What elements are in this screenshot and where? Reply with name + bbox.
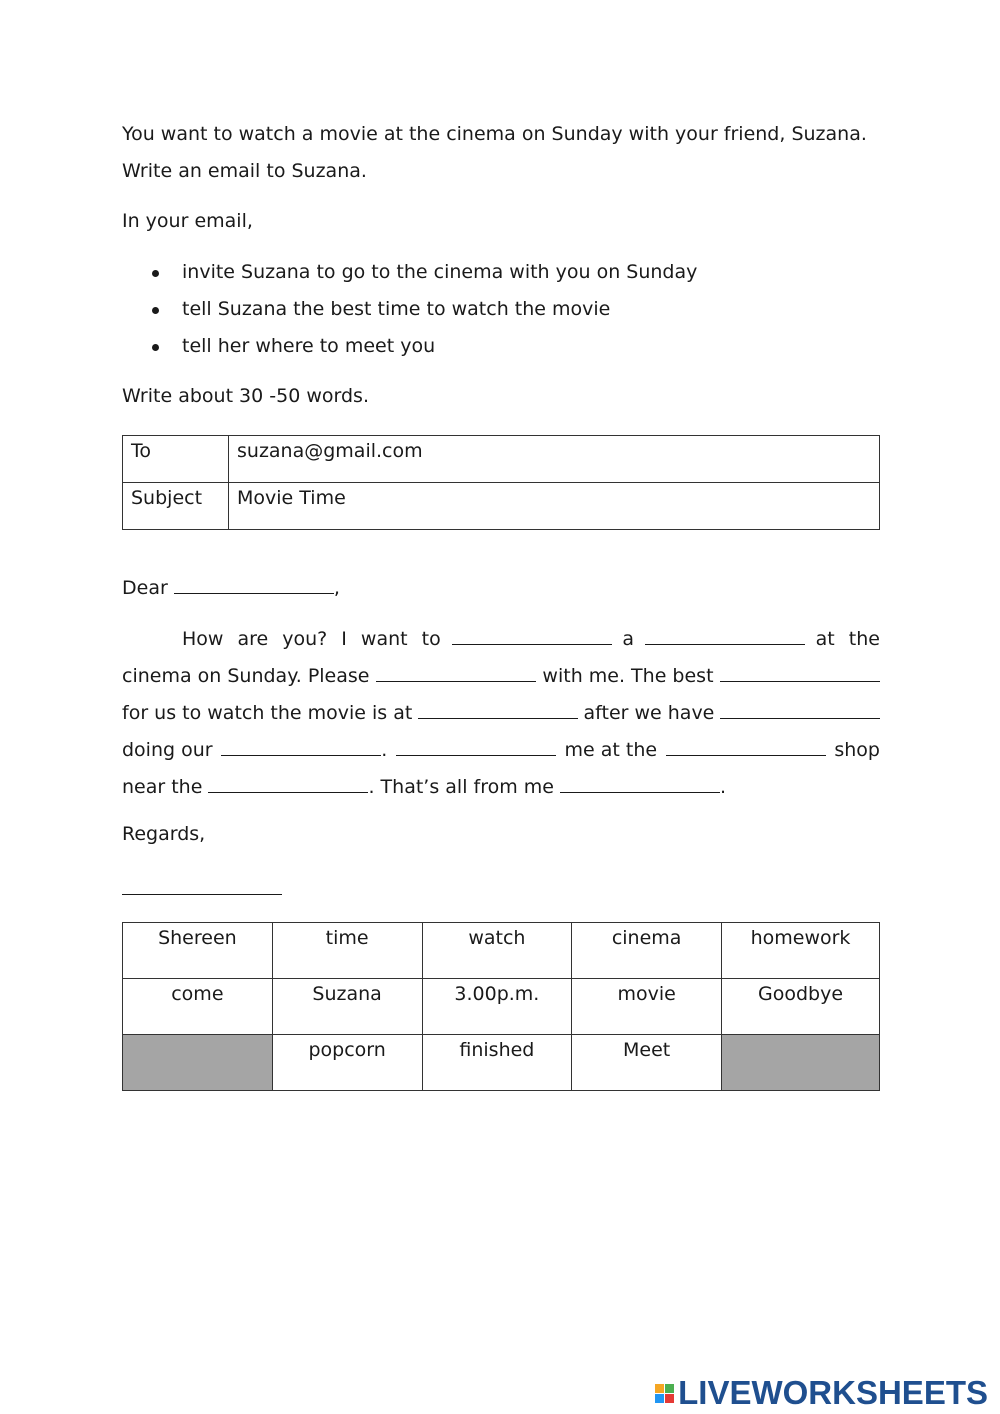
blank-5[interactable] xyxy=(418,700,578,719)
instruction-line-1: You want to watch a movie at the cinema on Sunday with your friend, Suzana. xyxy=(122,123,867,145)
blank-2[interactable] xyxy=(645,626,805,645)
word-bank-row xyxy=(123,923,880,979)
liveworksheets-logo xyxy=(655,1374,988,1412)
letter-text: with me. The best xyxy=(542,665,714,687)
bullet-item: tell Suzana the best time to watch the movie xyxy=(182,298,611,320)
letter-text: How are you? I want to xyxy=(182,628,441,650)
letter-text: doing our xyxy=(122,739,213,761)
blank-4[interactable] xyxy=(720,663,880,682)
letter-text: me at the xyxy=(564,739,658,761)
dear-text: Dear xyxy=(122,577,168,599)
blank-11[interactable] xyxy=(560,774,720,793)
blank-8[interactable] xyxy=(396,737,556,756)
bullet-item: tell her where to meet you xyxy=(182,335,436,357)
word-bank-table xyxy=(122,922,880,1091)
word-bank-cell: finished xyxy=(422,1035,572,1091)
blank-recipient[interactable] xyxy=(174,575,334,594)
word-bank-cell: homework xyxy=(722,923,880,979)
logo-blocks-icon xyxy=(655,1384,674,1403)
bullet-dot xyxy=(152,270,159,277)
letter-line-5 xyxy=(122,774,726,797)
word-bank-cell: Goodbye xyxy=(722,979,880,1035)
blank-1[interactable] xyxy=(452,626,612,645)
to-value: suzana@gmail.com xyxy=(229,436,880,483)
blank-3[interactable] xyxy=(376,663,536,682)
word-bank-row xyxy=(123,1035,880,1091)
word-bank-cell: come xyxy=(123,979,273,1035)
word-bank-cell: cinema xyxy=(572,923,722,979)
regards-text: Regards, xyxy=(122,823,206,845)
word-bank-shaded-cell xyxy=(722,1035,880,1091)
word-bank-cell: popcorn xyxy=(272,1035,422,1091)
blank-10[interactable] xyxy=(208,774,368,793)
letter-text: cinema on Sunday. Please xyxy=(122,665,370,687)
email-header-table xyxy=(122,435,880,530)
email-to-row xyxy=(123,436,880,483)
letter-text: . That’s all from me xyxy=(368,776,554,798)
letter-line-4 xyxy=(122,737,880,760)
blank-7[interactable] xyxy=(221,737,381,756)
logo-text: LIVEWORKSHEETS xyxy=(678,1374,988,1411)
instruction-line-3: In your email, xyxy=(122,210,253,232)
letter-text: . xyxy=(381,739,388,761)
word-bank-cell: time xyxy=(272,923,422,979)
word-bank-row xyxy=(123,979,880,1035)
subject-label: Subject xyxy=(123,483,229,530)
greeting-line xyxy=(122,575,340,598)
letter-text: . xyxy=(720,776,727,798)
letter-text: shop xyxy=(834,739,880,761)
letter-line-1 xyxy=(182,626,880,649)
word-bank-cell: Shereen xyxy=(123,923,273,979)
blank-6[interactable] xyxy=(720,700,880,719)
letter-text: for us to watch the movie is at xyxy=(122,702,413,724)
word-bank-cell: movie xyxy=(572,979,722,1035)
bullet-dot xyxy=(152,307,159,314)
word-bank-cell: Suzana xyxy=(272,979,422,1035)
letter-text: at the xyxy=(815,628,880,650)
to-label: To xyxy=(123,436,229,483)
blank-9[interactable] xyxy=(666,737,826,756)
subject-value: Movie Time xyxy=(229,483,880,530)
letter-text: a xyxy=(622,628,635,650)
letter-text: after we have xyxy=(583,702,715,724)
blank-signature[interactable] xyxy=(122,876,282,895)
greeting-comma: , xyxy=(333,577,340,599)
word-bank-cell: watch xyxy=(422,923,572,979)
word-bank-cell: Meet xyxy=(572,1035,722,1091)
letter-line-2 xyxy=(122,663,880,686)
bullet-item: invite Suzana to go to the cinema with you on Sunday xyxy=(182,261,698,283)
instruction-line-2: Write an email to Suzana. xyxy=(122,160,367,182)
word-count-instruction: Write about 30 -50 words. xyxy=(122,385,369,407)
signature-line[interactable] xyxy=(122,876,282,899)
email-subject-row xyxy=(123,483,880,530)
bullet-dot xyxy=(152,344,159,351)
letter-text: near the xyxy=(122,776,203,798)
word-bank-shaded-cell xyxy=(123,1035,273,1091)
letter-line-3 xyxy=(122,700,880,723)
word-bank-cell: 3.00p.m. xyxy=(422,979,572,1035)
